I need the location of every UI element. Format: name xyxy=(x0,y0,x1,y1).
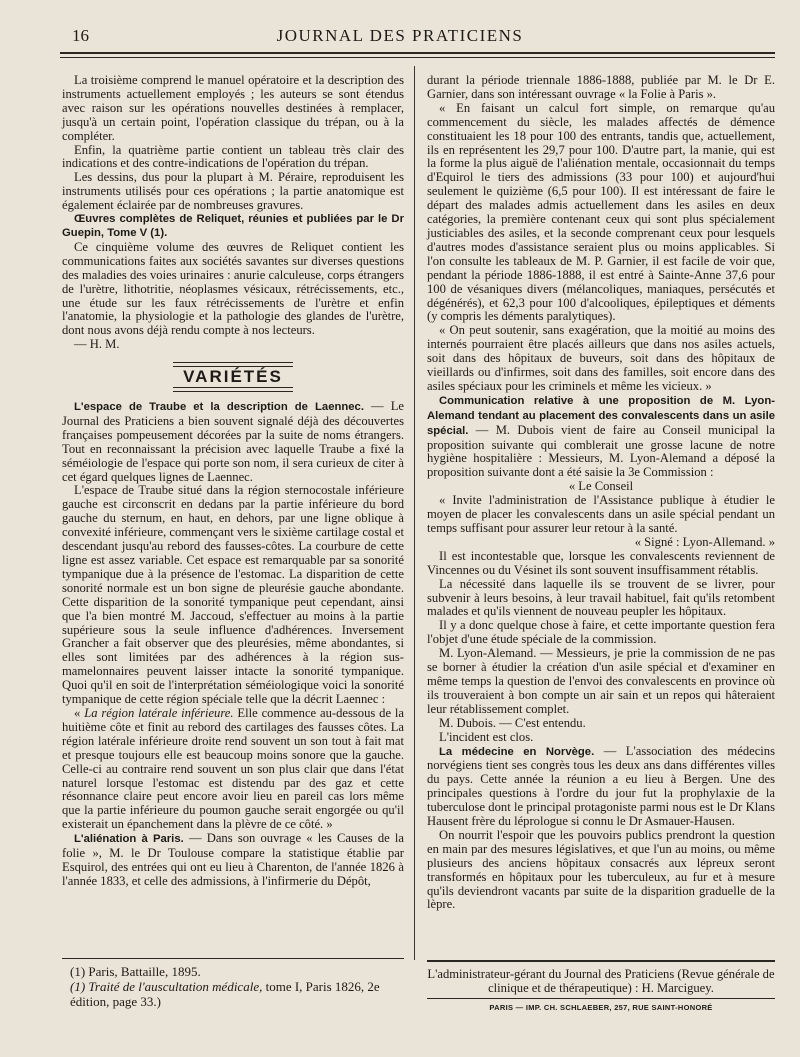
paragraph: « On peut soutenir, sans exagération, que la moitié au moins des internés pourraient être placés ailleurs que dans nos asiles actuels, soit dans des hôpitaux de buveurs, soit dans des hôpitaux de vieillards ou d'infirmes, soit dans des familles, soit encore dans des asiles spéciaux pour les criminels et même les vicieux. » xyxy=(427,323,775,393)
article-text: — L'association des médecins norvégiens tient ses congrès tous les deux ans dans différentes villes du pays. Cette année la réunion a eu lieu à Bergen. Une des principales questions à l'ordre du jour fut la prophylaxie de la tuberculose dont le principal protagoniste parmi nous est le Dr Klans Hausent frère du léprologue si connu le Dr Asmauer-Hausen. xyxy=(427,743,775,829)
administrator-line: L'administrateur-gérant du Journal des Praticiens (Revue générale de clinique et de thérapeutique) : H. Marciguey. xyxy=(427,967,775,995)
italic-text: (1) Traité de l'auscultation médicale, xyxy=(70,979,263,994)
paragraph: Il est incontestable que, lorsque les convalescents reviennent de Vincennes ou du Vésinet ils sont souvent insuffisamment rétablis. xyxy=(427,548,775,577)
page-number: 16 xyxy=(72,26,89,45)
left-column xyxy=(62,74,404,889)
paragraph: Les dessins, dus pour la plupart à M. Péraire, reproduisent les instruments utilisés pour ces opérations ; la partie anatomique est également éclairée par de nombreuses gravures. xyxy=(62,170,404,213)
footnote: (1) Paris, Battaille, 1895. xyxy=(70,964,201,979)
footnote-rule xyxy=(62,958,404,959)
italic-text: La région latérale inférieure. xyxy=(84,705,234,720)
footnote xyxy=(70,979,404,1009)
paragraph: M. Dubois. — C'est entendu. xyxy=(439,715,586,730)
section-header xyxy=(62,362,404,392)
column-divider xyxy=(414,66,415,960)
paragraph: Enfin, la quatrième partie contient un tableau très clair des indications et des contre-indications de l'opération du trépan. xyxy=(62,142,404,171)
article-text: — Dans son ouvrage « les Causes de la folie », M. le Dr Toulouse compare la statistique établie par Esquirol, des entrées qui ont eu lieu à Charenton, de l'année 1826 à l'année 1833, et celle des admissions, à l'infirmerie du Dépôt, xyxy=(62,831,404,888)
paragraph: On nourrit l'espoir que les pouvoirs publics prendront la question en main par des mesures législatives, et que l'un au moins, ou même plusieurs des anciens hôpitaux consacrés aux lépreux seront transformés en hôpitaux pour les tuberculeux, au fur et à mesure qu'ils deviendront vacants par suite de la disparition graduelle de la lèpre. xyxy=(427,827,775,912)
paragraph: L'espace de Traube situé dans la région sternocostale inférieure gauche est circonscrit en dedans par la partie inférieure du bord gauche du sternum, en haut, en dehors, par une ligne oblique à convexité inférieure, commençant vers le sixième cartilage costal et descendant jusqu'au rebord des fausses-côtes. La courbure de cette ligne est assez variable. Cet espace est remarquable par sa sonorité tympanique due à la présence de l'estomac. La disparition de cette sonorité normale est un bon signe de pleurésie gauche abondante. Cette disparition de la sonorité tympanique peut cependant, ainsi que l'a bien montré M. Jaccoud, s'effectuer au moins à la partie supérieure sous la seule influence d'adhérences. Inversement Grancher a fait observer que des pleurésies, même abondantes, si elles sont limitées par des adhérences à la région sus-mamelonnaires peuvent laisser intacte la sonorité tympanique. Quoi qu'il en soit de l'interprétation séméiologique voici la sonorité tympanique de cette région spéciale telle que la décrit Laennec : xyxy=(62,483,404,707)
paragraph: La nécessité dans laquelle ils se trouvent de se livrer, pour subvenir à leurs besoins, à leur travail habituel, fait qu'ils retombent malades et qu'ils viennent de nouveau peupler les hôpitaux. xyxy=(427,576,775,619)
paragraph: Ce cinquième volume des œuvres de Reliquet contient les communications faites aux sociétés savantes sur diverses questions des maladies des voies urinaires : anurie calculeuse, corps étrangers de l'urètre, lithotritie, néoplasmes vésicaux, rétrécissements, etc., une étude sur les faux rétrécissements de l'urètre et enfin l'anatomie, la physiologie et la pathologie des glandes de l'urètre, dont nous avons déjà rendu compte à nos lecteurs. xyxy=(62,239,404,338)
paragraph: M. Lyon-Alemand. — Messieurs, je prie la commission de ne pas se borner à étudier la création d'un asile spécial et d'examiner en même temps la question de l'envoi des convalescents en province où ils trouveraient à bon compte un air sain et un repos qui hâteraient leur rétablissement complet. xyxy=(427,646,775,716)
footnote-text: tome I, Paris 1826, 2e édition, page 33.) xyxy=(70,979,380,1009)
ornament-rule xyxy=(173,387,293,392)
paragraph: La troisième comprend le manuel opératoire et la description des instruments actuellement employés ; les auteurs se sont étendus avec raison sur les opérations nouvelles destinées à remplacer, jusqu'à un certain point, l'opération classique du trépan, ou à la compléter. xyxy=(62,73,404,143)
signature: — H. M. xyxy=(74,337,120,352)
quote-text: Elle commence au-dessous de la huitième côte et finit au rebord des cartilages des fausses côtes. La région latérale inférieure droite rend souvent un son tout à fait mat et presque toujours elle est beaucoup moins sonore que la gauche. Celle-ci au contraire rend souvent un son plus clair que dans l'état naturel lorsque l'estomac est distendu par des gaz et cette résonnance claire peut encore avoir lieu en pareil cas lors même que la partie inférieure du poumon gauche serait engorgée ou qu'il existerait un épanchement dans la plèvre de ce côté. » xyxy=(62,705,405,832)
article-heading: Communication relative à une proposition de M. Lyon-Alemand tendant au placement des convalescents dans un asile spécial. xyxy=(427,394,775,437)
header-rule xyxy=(60,52,775,58)
paragraph: Il y a donc quelque chose à faire, et cette importante question fera l'objet d'une étude spéciale de la commission. xyxy=(427,618,775,647)
article-heading: L'espace de Traube et la description de Laennec. xyxy=(74,401,364,414)
article-norway xyxy=(427,745,775,829)
paragraph: « Invite l'administration de l'Assistance publique à étudier le moyen de placer les convalescents dans un asile spécial pendant un temps suffisant pour assurer leur retour à la santé. xyxy=(427,493,775,535)
article-communication xyxy=(427,394,775,480)
article-heading: L'aliénation à Paris. xyxy=(74,833,184,846)
paragraph: durant la période triennale 1886-1888, publiée par M. le Dr E. Garnier, dans son intéressant ouvrage « la Folie à Paris ». xyxy=(427,73,775,101)
journal-title: JOURNAL DES PRATICIENS xyxy=(276,26,524,45)
article-heading: La médecine en Norvège. xyxy=(439,745,595,758)
section-title: VARIÉTÉS xyxy=(183,367,283,387)
paragraph: L'incident est clos. xyxy=(439,729,534,744)
conseil-line: « Le Conseil xyxy=(568,479,634,494)
imprint-rule xyxy=(427,998,775,999)
paragraph: « En faisant un calcul fort simple, on remarque qu'au commencement du siècle, les malades affectés de démence constituaient les 18 pour 100 des entrants, tandis que, actuellement, ils en représentent les 29,7 pour 100. D'autre part, la manie, qui est la forme la plus aiguë de l'aliénation mentale, occasionnait du temps d'Equirol le tiers des admissions (33 pour 100) et aujourd'hui seulement le quizième (6,5 pour 100). Il est intéressant de faire le départ des malades admis actuellement dans les asiles en deux catégories, la première contenant ceux qui sont plus spécialement justiciables des asiles, et la seconde comprenant ceux pour lesquels d'autres modes d'assistance seraient plus ou moins applicables. Si l'on consulte les tableaux de M. P. Garnier, il est facile de voir que, pendant la période 1886-1888, il est entré à Sainte-Anne 37,6 pour 100 de vésaniques divers (mélancoliques, maniaques, persécutés et dégénérés), et 62,3 pour 100 d'alcooliques, épileptiques et déments (y compris les déments paralytiques). xyxy=(427,100,775,324)
footnotes xyxy=(70,964,404,1009)
review-heading: Œuvres complètes de Reliquet, réunies et publiées par le Dr Guepin, Tome V (1). xyxy=(62,213,404,239)
article-traube xyxy=(62,400,404,484)
quote: « La région latérale inférieure. Elle commence au-dessous de la huitième côte et finit au rebord des cartilages des fausses côtes. La région latérale inférieure droite rend souvent un son tout à fait mat et presque toujours elle est beaucoup moins sonore que la gauche. Celle-ci au contraire rend souvent un son plus clair que dans l'état naturel lorsque l'estomac est distendu par des gaz et cette résonnance claire peut encore avoir lieu en pareil cas lors même que la partie inférieure du poumon gauche serait engorgée ou qu'il existerait un épanchement dans la plèvre de ce côté. » xyxy=(62,705,405,832)
article-text: — M. Dubois vient de faire au Conseil municipal la proposition suivante qui comblerait une grosse lacune de notre hygiène hospitalière : Messieurs, M. Lyon-Alemand a déposé la proposition suivante dont a été saisie la 3e Commission : xyxy=(427,422,775,480)
printer-line: PARIS — IMP. CH. SCHLAEBER, 257, RUE SAINT-HONORÉ xyxy=(489,1003,713,1012)
imprint-rule xyxy=(427,960,775,962)
article-alienation xyxy=(62,832,404,889)
right-column xyxy=(427,74,775,912)
signed-line: « Signé : Lyon-Allemand. » xyxy=(634,534,775,549)
article-text: — Le Journal des Praticiens a bien souvent signalé déjà des découvertes françaises pompeusement décorées par la suite de noms étrangers. Tout en reconnaissant la précision avec laquelle Traube a fixé la séméiologie de l'espace qui porte son nom, il sera curieux de citer à cet égard quelques lignes de Laennec. xyxy=(62,399,404,484)
